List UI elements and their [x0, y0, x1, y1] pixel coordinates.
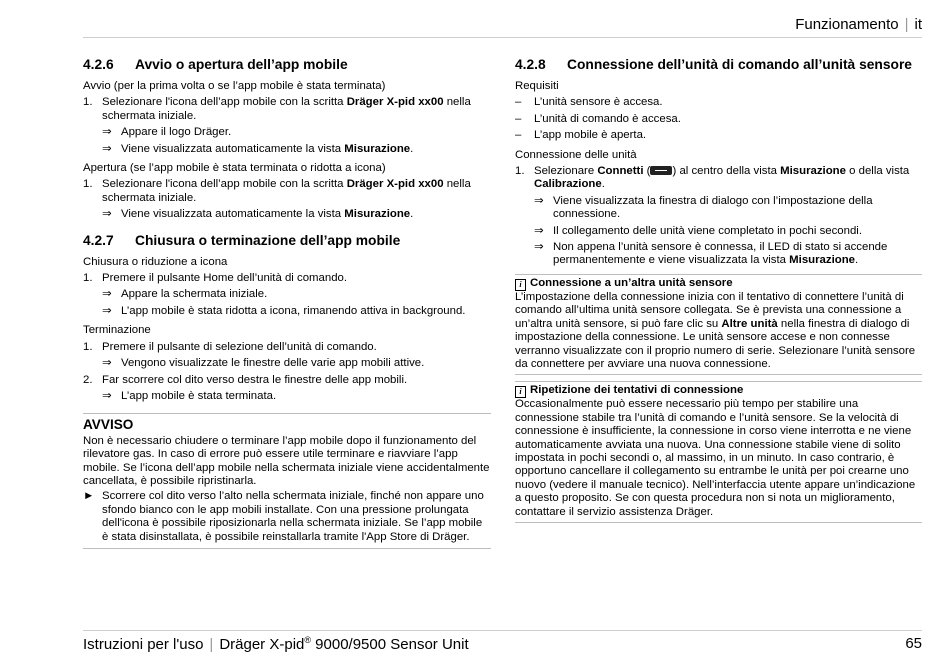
section-title: Connessione dell’unità di comando all’unità sensore	[567, 57, 912, 72]
result-text: Vengono visualizzate le finestre delle varie app mobili attive.	[121, 357, 425, 370]
result-arrow-icon: ⇒	[102, 389, 112, 402]
triangle-bullet-icon: ►	[83, 490, 95, 503]
result-arrow-icon: ⇒	[102, 126, 112, 139]
dash-bullet: –	[515, 96, 522, 109]
notice-box	[83, 413, 491, 549]
step-text: Premere il pulsante di selezione dell’unità di comando.	[102, 340, 377, 353]
result-bold: Misurazione	[789, 254, 855, 267]
result-bold: Misurazione	[344, 208, 411, 221]
result-item	[83, 143, 491, 156]
paragraph: Chiusura o riduzione a icona	[83, 255, 228, 268]
requirement-item	[515, 129, 922, 142]
section-number: 4.2.6	[83, 57, 114, 72]
result-bold: Misurazione	[344, 142, 411, 155]
step-text: o della vista	[845, 165, 910, 178]
result-text: Viene visualizzata automaticamente la vista	[121, 208, 345, 221]
footer-doc-title: Istruzioni per l'uso	[83, 636, 204, 653]
step-item	[83, 272, 491, 285]
section-heading-4-2-6	[83, 56, 491, 73]
result-text: L’app mobile è stata ridotta a icona, rimanendo attiva in background.	[121, 304, 466, 317]
page-number: 65	[905, 635, 922, 652]
info-text: Occasionalmente può essere necessario più tempo per stabilire una connessione stabile tra l’unità di comando e l’unità sensore. Se la velocità di connessione è insufficiente, la connessione in corso viene interrotta e ne viene automaticamente avviata una nuova. Una connessione stabile viene di solito impostata in pochi secondi o, al massimo, in un minuto. In caso contrario, è opportuno cancellare il collegamento su entrambe le unità per poi crearne uno nuovo (vedere il manuale tecnico). Nell’interfaccia utente appare un’indicazione a questo proposito. Se con questa procedura non si nota un miglioramento, contattare il servizio assistenza Dräger.	[515, 398, 916, 518]
connect-button-icon	[650, 166, 672, 175]
result-item	[83, 305, 491, 318]
step-item	[515, 165, 922, 192]
footer-registered-mark: ®	[304, 635, 312, 645]
info-icon: i	[515, 279, 526, 291]
step-number: 1.	[83, 96, 93, 109]
result-arrow-icon: ⇒	[102, 208, 112, 221]
dash-bullet: –	[515, 129, 522, 142]
result-arrow-icon: ⇒	[534, 241, 544, 254]
step-text: nella schermata iniziale.	[102, 178, 471, 204]
info-title	[515, 277, 922, 291]
left-column	[83, 56, 491, 549]
requirement-text: L’unità sensore è accesa.	[534, 96, 663, 109]
step-bold: Dräger X-pid xx00	[346, 178, 444, 191]
info-icon: i	[515, 386, 526, 398]
step-text: Far scorrere col dito verso destra le finestre delle app mobili.	[102, 373, 408, 386]
footer-separator: |	[209, 636, 214, 653]
step-text: Selezionare l'icona dell’app mobile con la scritta	[102, 96, 347, 109]
result-text: Appare il logo Dräger.	[121, 126, 232, 139]
result-text: Viene visualizzata automaticamente la vista	[121, 142, 345, 155]
section-heading-4-2-7	[83, 232, 491, 249]
paragraph: Connessione delle unità	[515, 148, 637, 161]
result-arrow-icon: ⇒	[102, 288, 112, 301]
step-bold: Calibrazione	[534, 178, 602, 191]
step-number: 1.	[83, 178, 93, 191]
result-item	[515, 241, 922, 268]
info-text-part: L’impostazione della connessione inizia con il tentativo di connettere l’unità di comando all’ultima unità sensore collegata. Se è prevista una connessione a un’altra unità sensore, si può fare clic su	[515, 290, 904, 330]
result-text: Appare la schermata iniziale.	[121, 288, 268, 301]
step-item	[83, 341, 491, 354]
result-item	[83, 126, 491, 139]
notice-title: AVVISO	[83, 417, 134, 433]
result-item	[83, 288, 491, 301]
page-header	[795, 16, 922, 33]
result-text: .	[410, 142, 414, 155]
step-number: 1.	[83, 272, 93, 285]
step-item	[83, 96, 491, 123]
footer-rule	[83, 630, 922, 631]
paragraph: Avvio (per la prima volta o se l’app mobile è stata terminata)	[83, 80, 386, 92]
result-arrow-icon: ⇒	[102, 357, 112, 370]
result-text: Non appena l’unità sensore è connessa, il LED di stato si accende permanentemente e viene visualizzata la vista	[553, 241, 888, 267]
dash-bullet: –	[515, 112, 522, 125]
result-item	[515, 195, 922, 222]
notice-instruction	[83, 490, 491, 544]
info-title	[515, 384, 922, 398]
result-arrow-icon: ⇒	[102, 142, 112, 155]
step-text: Premere il pulsante Home dell’unità di comando.	[102, 272, 348, 285]
footer-left	[83, 635, 469, 653]
info-text	[515, 291, 922, 371]
info-box	[515, 381, 922, 523]
requirement-text: L’app mobile è aperta.	[534, 129, 647, 142]
step-text: nella schermata iniziale.	[102, 96, 471, 122]
step-text: ) al centro della vista	[672, 165, 781, 178]
info-text-bold: Altre unità	[721, 317, 778, 330]
step-number: 1.	[515, 165, 525, 178]
info-title-text: Ripetizione dei tentativi di connessione	[530, 384, 744, 397]
section-heading-4-2-8	[515, 56, 922, 73]
result-arrow-icon: ⇒	[534, 194, 544, 207]
result-arrow-icon: ⇒	[534, 224, 544, 237]
paragraph: Terminazione	[83, 324, 151, 337]
result-text: Il collegamento delle unità viene completato in pochi secondi.	[553, 224, 863, 237]
step-text: .	[601, 178, 605, 191]
requirement-text: L’unità di comando è accesa.	[534, 112, 681, 125]
header-language: it	[914, 16, 922, 33]
result-arrow-icon: ⇒	[102, 304, 112, 317]
footer-product: Dräger X-pid	[219, 636, 305, 653]
step-item	[83, 374, 491, 387]
section-number: 4.2.7	[83, 232, 114, 248]
notice-instruction-text: Scorrere col dito verso l’alto nella schermata iniziale, finché non appare uno sfondo bianco con le app mobili installate. Con una pressione prolungata dell'icona è possibile riposizionarla nella schermata iniziale. Se l’app mobile è stata disinstallata, è possibile reinstallarla tramite l'App Store di Dräger.	[102, 490, 484, 543]
result-item	[515, 225, 922, 238]
step-number: 2.	[83, 373, 93, 386]
result-item	[83, 357, 491, 370]
step-text: Selezionare l'icona dell’app mobile con la scritta	[102, 178, 347, 191]
requirement-item	[515, 96, 922, 109]
step-bold: Misurazione	[780, 165, 846, 178]
requirement-item	[515, 113, 922, 126]
result-item	[83, 390, 491, 403]
header-separator: |	[904, 16, 909, 33]
result-text: .	[410, 208, 414, 221]
result-text: L’app mobile è stata terminata.	[121, 389, 277, 402]
result-item	[83, 208, 491, 221]
info-title-text: Connessione a un’altra unità sensore	[530, 276, 733, 289]
notice-text: Non è necessario chiudere o terminare l’app mobile dopo il funzionamento del rilevatore gas. In caso di errore può essere utile terminare e riavviare l’app mobile. Se l’icona dell’app mobile nella schermata iniziale viene accidentalmente cancellata, è possibile ripristinarla.	[83, 434, 490, 487]
info-box	[515, 274, 922, 375]
result-text: .	[855, 254, 859, 267]
right-column	[515, 56, 922, 523]
step-bold: Dräger X-pid xx00	[346, 96, 444, 109]
step-bold: Connetti	[597, 165, 644, 178]
paragraph: Requisiti	[515, 80, 559, 92]
section-title: Chiusura o terminazione dell’app mobile	[135, 232, 401, 248]
step-text: (	[643, 165, 651, 178]
step-number: 1.	[83, 340, 93, 353]
footer-product-model: 9000/9500 Sensor Unit	[311, 636, 469, 653]
section-title: Avvio o apertura dell’app mobile	[135, 57, 348, 72]
step-text: Selezionare	[534, 165, 598, 178]
header-section: Funzionamento	[795, 16, 899, 33]
result-text: Viene visualizzata la finestra di dialogo con l’impostazione della connessione.	[553, 194, 873, 221]
section-number: 4.2.8	[515, 57, 546, 72]
info-text-part: nella finestra di dialogo di impostazione della connessione. Le unità sensore accese e non connesse verranno visualizzate con il proprio numero di serie. Selezionare l’unità sensore da connettere per avviare una nuova connessione.	[515, 317, 916, 370]
step-item	[83, 178, 491, 205]
header-rule	[83, 37, 922, 38]
paragraph: Apertura (se l’app mobile è stata terminata o ridotta a icona)	[83, 162, 386, 175]
